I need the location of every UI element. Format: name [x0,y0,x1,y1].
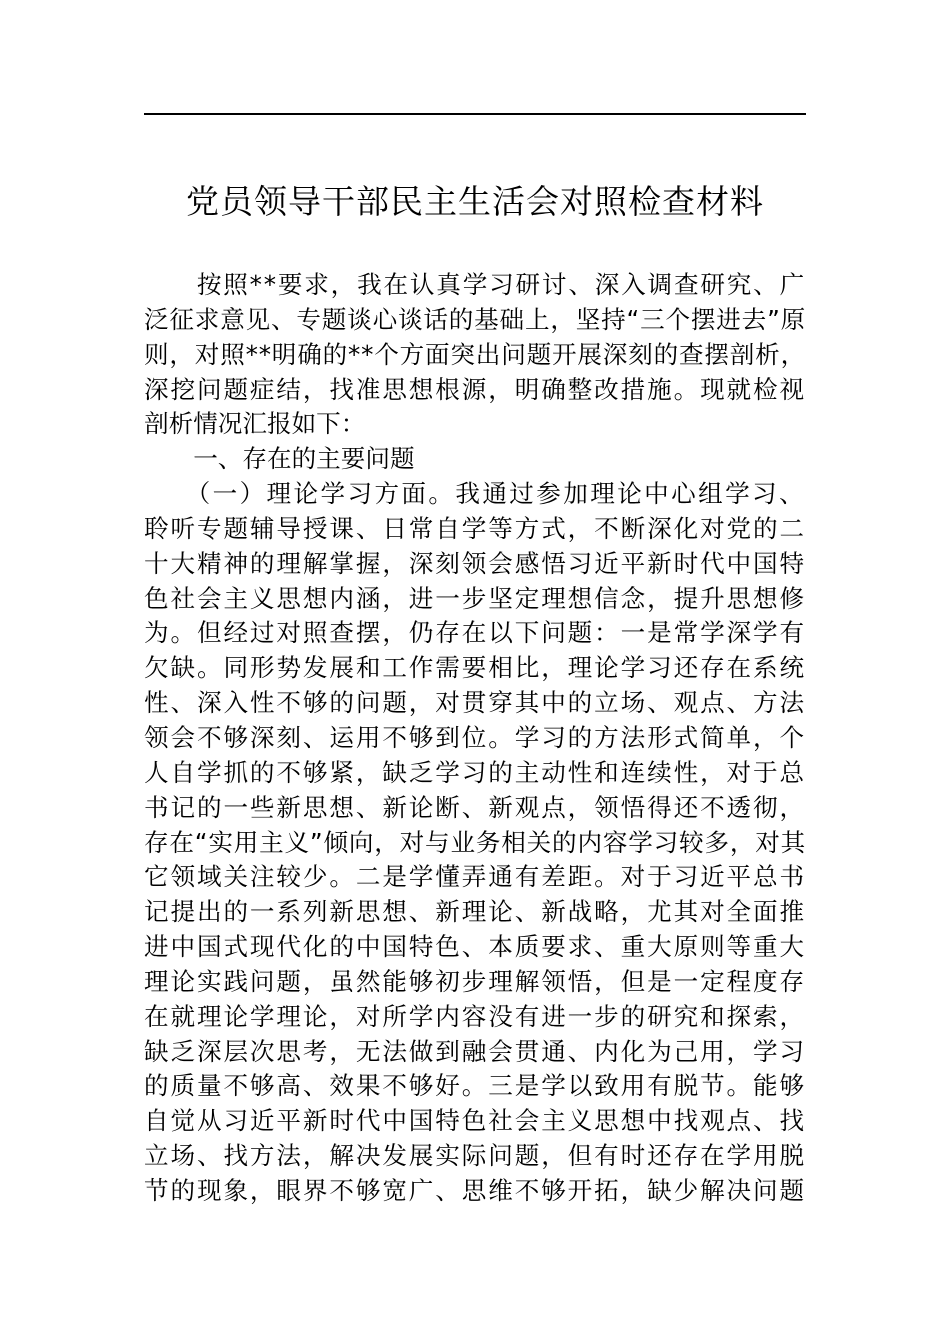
body-text-line: 理论实践问题，虽然能够初步理解领悟，但是一定程度存 [144,966,806,996]
body-text-line: 聆听专题辅导授课、日常自学等方式，不断深化对党的二 [144,513,806,543]
body-text-line: 立场、找方法，解决发展实际问题，但有时还存在学用脱 [144,1141,806,1171]
body-text-line: 领会不够深刻、运用不够到位。学习的方法形式简单，个 [144,722,806,752]
body-text-line: 在就理论学理论，对所学内容没有进一步的研究和探索， [144,1001,806,1031]
body-text-line: 泛征求意见、专题谈心谈话的基础上，坚持“三个摆进去”原 [144,304,806,334]
body-text-line: 剖析情况汇报如下： [144,409,366,439]
body-text-line: 自觉从习近平新时代中国特色社会主义思想中找观点、找 [144,1106,806,1136]
body-text-line: 节的现象，眼界不够宽广、思维不够开拓，缺少解决问题 [144,1175,806,1205]
document-title: 党员领导干部民主生活会对照检查材料 [186,182,764,221]
header-rule [144,113,806,115]
body-text-line: 缺乏深层次思考，无法做到融会贯通、内化为己用，学习 [144,1036,806,1066]
body-text-line: 的质量不够高、效果不够好。三是学以致用有脱节。能够 [144,1071,806,1101]
body-text-line: 书记的一些新思想、新论断、新观点，领悟得还不透彻， [144,792,806,822]
body-text-line: 存在“实用主义”倾向，对与业务相关的内容学习较多，对其 [144,827,806,857]
body-text-line: （一）理论学习方面。我通过参加理论中心组学习、 [144,479,806,509]
body-text-line: 一、存在的主要问题 [144,444,415,474]
body-text-line: 则，对照**明确的**个方面突出问题开展深刻的查摆剖析， [144,339,806,369]
body-text-line: 性、深入性不够的问题，对贯穿其中的立场、观点、方法 [144,688,806,718]
body-text-line: 进中国式现代化的中国特色、本质要求、重大原则等重大 [144,932,806,962]
body-text-line: 色社会主义思想内涵，进一步坚定理想信念，提升思想修 [144,583,806,613]
body-text-line: 按照**要求，我在认真学习研讨、深入调查研究、广 [144,270,806,299]
document-body [144,268,806,1209]
body-text-line: 记提出的一系列新思想、新理论、新战略，尤其对全面推 [144,897,806,927]
body-text-line: 人自学抓的不够紧，缺乏学习的主动性和连续性，对于总 [144,757,806,787]
body-text-line: 它领域关注较少。二是学懂弄通有差距。对于习近平总书 [144,862,806,892]
body-text-line: 十大精神的理解掌握，深刻领会感悟习近平新时代中国特 [144,548,806,578]
body-text-line: 为。但经过对照查摆，仍存在以下问题：一是常学深学有 [144,618,806,648]
body-text-line: 欠缺。同形势发展和工作需要相比，理论学习还存在系统 [144,653,806,683]
body-text-line: 深挖问题症结，找准思想根源，明确整改措施。现就检视 [144,374,806,404]
